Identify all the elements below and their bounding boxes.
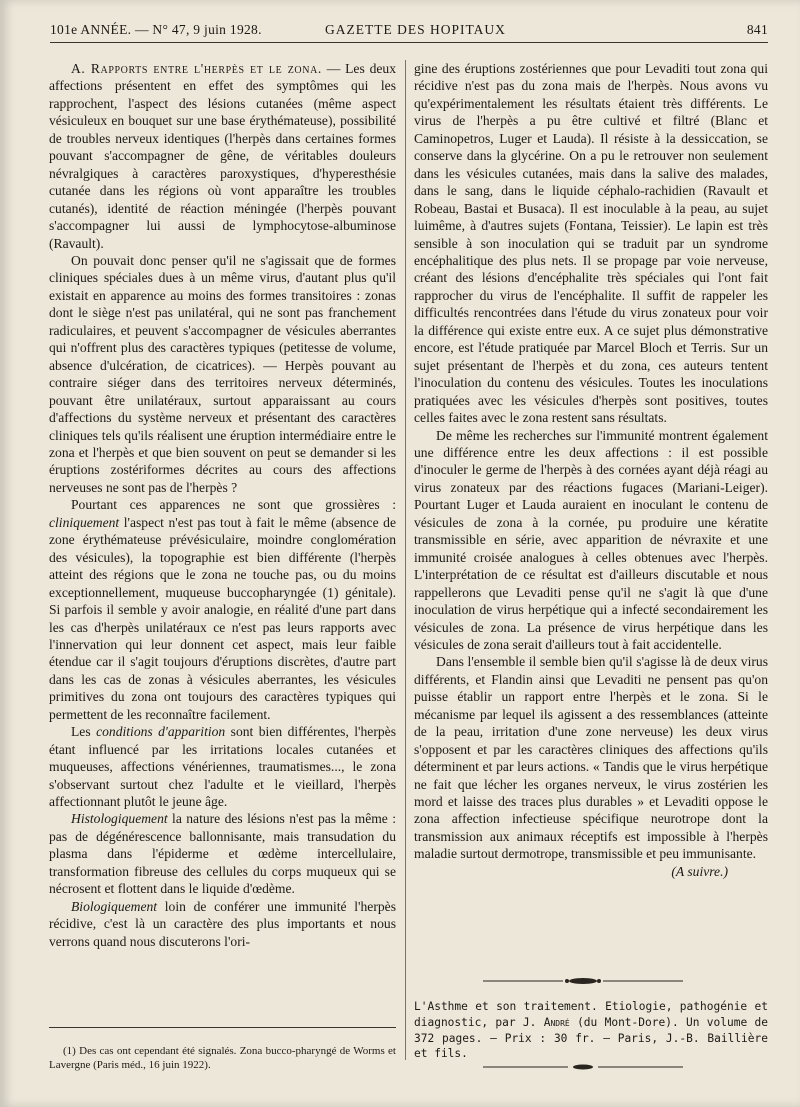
emphasis: cliniquement [49, 514, 120, 530]
notice-text: (du Mont-Dore). Un volume de 372 pages. — Prix : 30 fr. — Paris, J.-B. Baillière et fils. [414, 1015, 768, 1061]
paragraph: gine des éruptions zostériennes que pour Levaditi tout zona qui récidive n'est pas du zona mais de l'herpès. Nous avons vu qu'expérimentalement les résultats étaient très différents. Le virus de l'herpès a pu être cultivé et filtré (Blanc et Caminopetros, Luger et Lauda). Il résiste à la dessiccation, se conserve dans la glycérine. On a pu le retrouver non seulement dans les vésicules cutanées, mais dans la salive des malades, dans le sang, dans le liquide céphalo-rachidien (Ravault et Robeau, Bastai et Busaca). Il est inoculable à la peau, au sujet luimême, à d'autres sujets (Fontana, Teissier). Le lapin est très sensible à son inoculation qui se traduit par un syndrome encéphalitique des plus nets. Il se propage par voie nerveuse, créant des lésions d'encéphalite très spéciales qui l'ont fait rapprocher du virus de l'encéphalite. Il suffit de rappeler les difficultés rencontrées dans l'étude du virus zonateux pour voir la différence qui existe entre eux. A ce sujet plus démonstrative encore, est l'étude pratiquée par Marcel Bloch et Terris. Sur un sujet présentant de l'herpès et du zona, ces auteurs tentent l'inoculation du contenu des vésicules. Toutes les inoculations pratiquées avec les vésicules d'herpès sont positives, toutes celles faites avec le zona restent sans résultats. [414, 61, 768, 426]
footnote-rule [49, 1027, 396, 1028]
section-heading: A. Rapports entre l'herpès et le zona. [71, 61, 322, 76]
journal-title: GAZETTE DES HOPITAUX [325, 22, 506, 37]
book-notice-text [414, 999, 768, 1062]
footnote [49, 1044, 396, 1072]
paragraph-text: Pourtant ces apparences ne sont que grossières : [71, 497, 396, 513]
paragraph [49, 496, 396, 723]
page-number: 841 [746, 22, 768, 37]
notice-author: André [543, 1015, 570, 1029]
to-be-continued-text: (A suivre.) [671, 863, 728, 879]
paragraph: De même les recherches sur l'immunité montrent également une différence entre les deux affections : il est possible d'inoculer le germe de l'herpès à des cornées ayant déjà réagi au virus zonateux par des réactions fugaces (Mariani-Leiger). Pourtant Luger et Lauda auraient en inoculant le contenu de vésicules de zona à la cornée, pu produire une kératite transmissible en série, avec apparition de névraxite et une immunité croisée analogues à celles obtenues avec l'herpès. L'interprétation de ce résultat est d'ailleurs discutable et nous rappellerons que Levaditi pense qu'il ne s'agit là que d'une inoculation de virus herpétique qui a infecté secondairement les vésicules de zona. La présence de virus herpétique dans les vésicules de zona serait d'ailleurs tout à fait accidentelle. [414, 427, 768, 652]
ornament-icon [483, 1062, 683, 1072]
ornament-icon [483, 976, 683, 986]
paragraph-text: Les [71, 724, 97, 740]
paragraph [49, 898, 396, 950]
paragraph [49, 723, 396, 810]
ornament-divider [483, 1062, 683, 1072]
paragraph-text: — Les deux affections présentent en effet des symptômes qui les rapprochent, l'aspect des lésions cutanées (même aspect vésiculeux en bouquet sur une base érythémateuse), possibilité de troubles nerveux identiques (l'herpès dans certaines formes pouvant s'accompagner de gêne, de véritables douleurs névralgiques à caractères paroxystiques, d'hyperesthésie cutanée dans les régions où vont apparaître les troubles cutanés), identité de réaction méningée (l'herpès pouvant s'accompagner lui aussi de lymphocytose-albuminose (Ravault). [49, 61, 397, 251]
emphasis: Biologiquement [71, 898, 158, 914]
paragraph: On pouvait donc penser qu'il ne s'agissait que de formes cliniques spéciales dues à un même virus, d'autant plus qu'il existait en apparence au moins des formes transitoires : zonas dont le siège n'est pas unilatéral, qui ne sont pas franchement radiculaires, et peuvent s'accompagner de vésicules aberrantes qui n'offrent plus des caractères typiques (petitesse de volume, absence d'ulcération, de cicatrices). — Herpès pouvant au contraire siéger dans des territoires nerveux déterminés, pouvant être unilatéraux, surtout apparaissant au cours d'affections du système nerveux et présentant des caractères cliniques tels qu'ils réalisent une éruption intermédiaire entre le zona et l'herpès et que bien souvent on peut se demander si les éruptions zostériformes décrites au cours des affections nerveuses ne sont pas de l'herpès ? [49, 252, 396, 495]
paragraph-text: sont bien différentes, l'herpès étant influencé par les irritations locales cutanées et muqueuses, affections vénériennes, traumatismes..., le zona s'observant surtout chez l'adulte et le vieillard, l'herpès affectionnant plutôt le jeune âge. [49, 724, 396, 810]
header-rule [50, 42, 768, 43]
right-column [414, 60, 768, 880]
paragraph [49, 60, 396, 252]
paragraph: Dans l'ensemble il semble bien qu'il s'agisse là de deux virus différents, et Flandin ainsi que Levaditi ne pensent pas qu'on puisse établir un rapport entre l'herpès et le zona. Si le mécanisme par lequel ils agissent a des ressemblances (atteinte de la peau, irritation d'une zone nerveuse) les deux virus s'opposent et par les caractères cliniques des affections qu'ils déterminent et par leurs actions. « Tandis que le virus herpétique ne fait que lécher les organes nerveux, le virus zostérien les mord et laisse des traces plus durables » et Levaditi oppose le zona affection infectieuse spécifique neurotrope dont la transmission aux animaux réceptifs est impossible à l'herpès maladie surtout dermotrope, transmissible et peu immunisante. [414, 654, 768, 862]
issue-line: 101e ANNÉE. — N° 47, 9 juin 1928. [50, 22, 262, 37]
column-divider [405, 60, 406, 1060]
notice-text: L'Asthme et son traitement. Etiologie, pathogénie et diagnostic, par J. [414, 1000, 768, 1029]
emphasis: conditions d'apparition [96, 724, 226, 740]
to-be-continued [414, 863, 768, 880]
book-notice [414, 999, 768, 1062]
page-header [50, 18, 768, 40]
paragraph [49, 810, 396, 897]
paragraph-text: l'aspect n'est pas tout à fait le même (absence de zone érythémateuse prévésiculaire, moindre conglomération des vésicules), la topographie est bien différente (l'herpès atteint des régions que le zona ne touche pas, ou du moins exceptionnellement, muqueuse buccopharyngée (1) génitale). Si parfois il semble y avoir analogie, en réalité d'une part dans les cas d'herpès unilatéraux ce n'est pas leurs rapports avec l'innervation qui leur donnent cet aspect, mais leur faible étendue car il s'agit toujours d'éruptions discrètes, d'autre part dans les cas de zonas à vésicules aberrantes, les vésicules primitives du zona ont toujours des caractères typiques qui permettent de les reconnaître facilement. [49, 514, 396, 722]
paragraph-text: loin de conférer une immunité l'herpès récidive, c'est là un caractère des plus importants et nous verrons quand nous discuterons l'ori- [49, 898, 396, 949]
ornament-divider [483, 976, 683, 986]
footnote-text: (1) Des cas ont cependant été signalés. Zona bucco-pharyngé de Worms et Lavergne (Paris méd., 16 juin 1922). [49, 1045, 396, 1071]
paragraph-text: la nature des lésions n'est pas la même : pas de dégénérescence ballonnisante, mais transudation du plasma dans l'épiderme et œdème intercellulaire, transformation fibreuse des cellules du corps muqueux qui se nécrosent et flottent dans le liquide d'œdème. [49, 811, 396, 897]
left-column [49, 60, 396, 950]
emphasis: Histologiquement [71, 811, 168, 827]
